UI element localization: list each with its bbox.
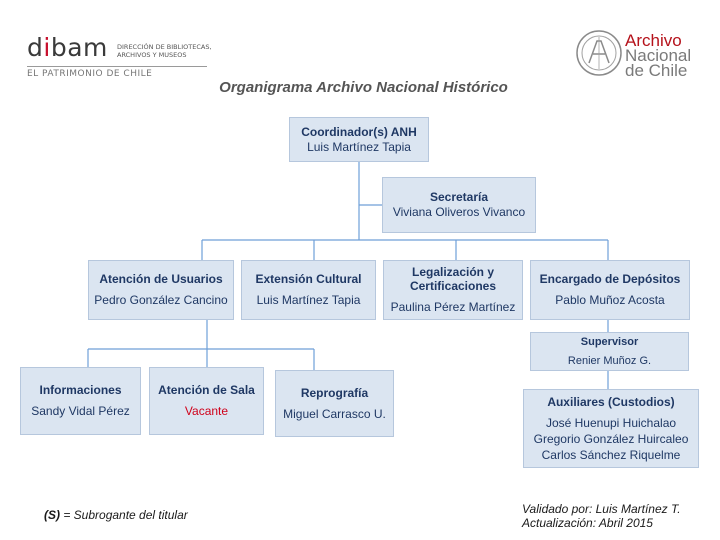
node-auxiliares-name-3: Carlos Sánchez Riquelme	[541, 447, 681, 462]
node-auxiliares-name-1: José Huenupi Huichalao	[545, 415, 677, 430]
anc-logo-line3: de Chile	[625, 61, 688, 80]
dibam-subtitle	[117, 43, 212, 59]
dibam-subtitle-line2: ARCHIVOS Y MUSEOS	[117, 51, 187, 59]
node-supervisor-name: Renier Muñoz G.	[567, 354, 652, 367]
anc-seal-icon	[575, 27, 623, 79]
node-informaciones-title: Informaciones	[39, 383, 122, 397]
dibam-logo	[27, 33, 108, 62]
anc-logo-line2: Nacional	[625, 46, 692, 65]
node-atencion-sala-title: Atención de Sala	[158, 383, 255, 397]
node-coordinador-name: Luis Martínez Tapia	[307, 139, 411, 154]
node-auxiliares-name-2: Gregorio González Huircaleo	[533, 431, 689, 446]
footnote-symbol: (S)	[44, 508, 60, 522]
node-extension-cultural	[241, 260, 376, 320]
node-legalizacion	[383, 260, 523, 320]
node-reprografia-name: Miguel Carrasco U.	[283, 406, 386, 421]
node-legalizacion-title-line1: Legalización y	[411, 265, 495, 279]
node-atencion-usuarios	[88, 260, 234, 320]
node-reprografia-title: Reprografía	[300, 385, 369, 400]
node-atencion-usuarios-name: Pedro González Cancino	[94, 293, 228, 307]
node-secretaria-title: Secretaría	[429, 190, 489, 204]
anc-logo-line1: Archivo	[625, 31, 682, 50]
node-depositos	[530, 260, 690, 320]
node-atencion-sala	[149, 367, 264, 435]
node-auxiliares	[523, 389, 699, 468]
node-supervisor-title: Supervisor	[580, 335, 639, 348]
node-secretaria	[382, 177, 536, 233]
node-extension-title: Extensión Cultural	[255, 272, 362, 286]
node-coordinador	[289, 117, 429, 162]
dibam-subtitle-line1: DIRECCIÓN DE BIBLIOTECAS,	[117, 43, 212, 51]
node-supervisor	[530, 332, 689, 371]
footnote-text: = Subrogante del titular	[60, 508, 188, 522]
node-atencion-usuarios-title: Atención de Usuarios	[99, 272, 223, 286]
page-title: Organigrama Archivo Nacional Histórico	[219, 79, 508, 96]
dibam-tagline: EL PATRIMONIO DE CHILE	[27, 69, 153, 79]
node-atencion-sala-name: Vacante	[184, 404, 229, 418]
dibam-logo-i: i	[43, 33, 51, 62]
node-legalizacion-name: Paulina Pérez Martínez	[390, 300, 516, 314]
node-depositos-name: Pablo Muñoz Acosta	[555, 293, 665, 307]
node-secretaria-name: Viviana Oliveros Vivanco	[392, 205, 526, 219]
validated-by: Validado por: Luis Martínez T.	[522, 502, 681, 516]
dibam-logo-bam: bam	[50, 33, 108, 62]
dibam-logo-d: d	[27, 33, 44, 62]
validation-note	[522, 502, 681, 530]
node-reprografia	[275, 370, 394, 437]
node-coordinador-title: Coordinador(s) ANH	[301, 124, 417, 139]
node-informaciones	[20, 367, 141, 435]
dibam-divider	[27, 66, 207, 67]
footnote	[44, 508, 188, 522]
node-informaciones-name: Sandy Vidal Pérez	[31, 404, 130, 418]
update-date: Actualización: Abril 2015	[522, 516, 653, 530]
node-legalizacion-title-line2: Certificaciones	[409, 279, 497, 293]
node-depositos-title: Encargado de Depósitos	[539, 272, 681, 286]
anc-logo-text	[625, 33, 691, 78]
node-auxiliares-title: Auxiliares (Custodios)	[547, 394, 675, 409]
node-extension-name: Luis Martínez Tapia	[256, 293, 361, 307]
